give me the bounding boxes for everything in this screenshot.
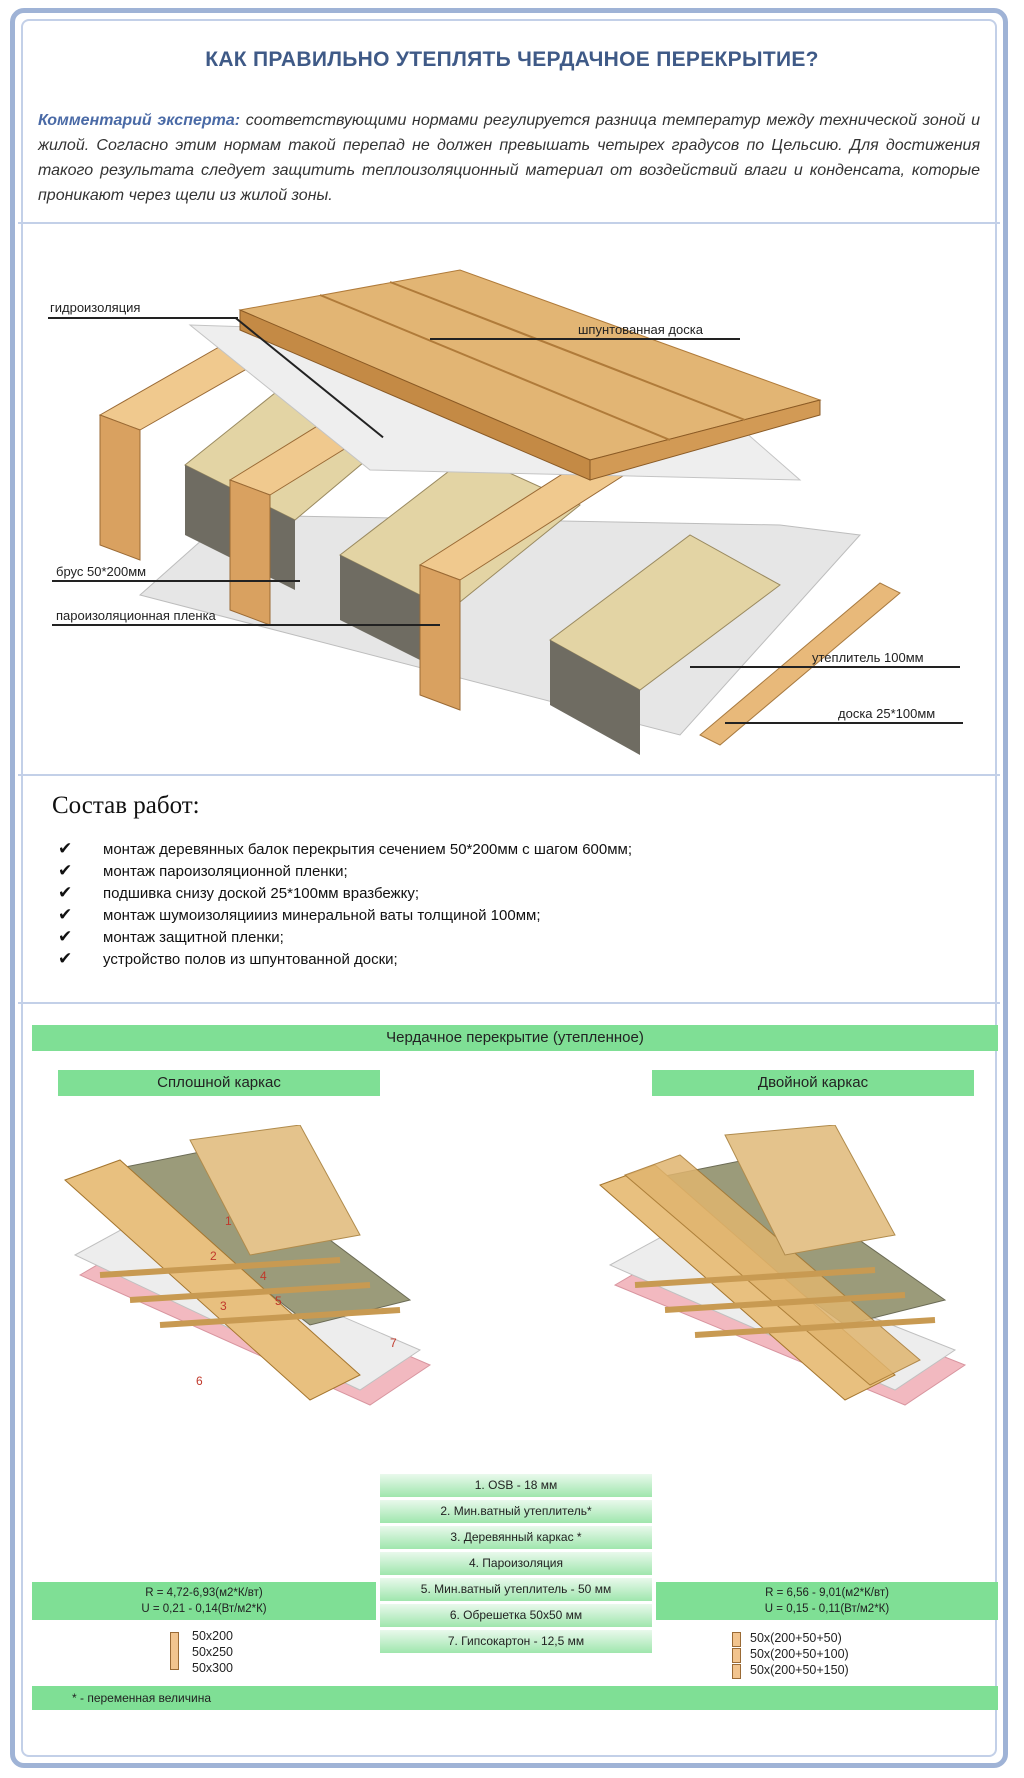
layer-item: 4. Пароизоляция [380, 1552, 652, 1575]
works-list [58, 838, 632, 970]
leader-line [725, 722, 963, 724]
beam [230, 480, 270, 625]
list-item-text: устройство полов из шпунтованной доски; [103, 951, 398, 968]
list-item-text: монтаж защитной пленки; [103, 929, 284, 946]
layer-marker: 4 [260, 1269, 267, 1283]
right-thermal-values [656, 1582, 998, 1620]
checkmark-icon: ✔ [58, 861, 73, 880]
beam [100, 415, 140, 560]
checkmark-icon: ✔ [58, 949, 73, 968]
list-item-text: монтаж деревянных балок перекрытия сечением 50*200мм с шагом 600мм; [103, 841, 633, 858]
layer-marker: 1 [225, 1214, 232, 1228]
beam-section-icon [732, 1664, 741, 1679]
leader-line [690, 666, 960, 668]
right-r-value: R = 6,56 - 9,01(м2*К/вт) [765, 1587, 889, 1599]
checkmark-icon: ✔ [58, 883, 73, 902]
layer-item: 6. Обрешетка 50x50 мм [380, 1604, 652, 1627]
layer-marker: 5 [275, 1294, 282, 1308]
list-item-text: монтаж шумоизоляциииз минеральной ваты толщиной 100мм; [103, 907, 541, 924]
label-vapor-film: пароизоляционная пленка [56, 608, 216, 623]
page-title: КАК ПРАВИЛЬНО УТЕПЛЯТЬ ЧЕРДАЧНОЕ ПЕРЕКРЫТИЕ? [205, 48, 819, 71]
beam-section-icon [732, 1632, 741, 1647]
layer-item: 2. Мин.ватный утеплитель* [380, 1500, 652, 1523]
section-divider [18, 774, 1000, 776]
beam-size: 50x300 [192, 1661, 234, 1675]
list-item [58, 904, 632, 926]
beam-size: 50x200 [192, 1629, 234, 1643]
beam-size: 50x(200+50+150) [750, 1663, 849, 1677]
layer-marker: 3 [220, 1299, 227, 1313]
floor-structure-illustration [80, 265, 960, 765]
list-item [58, 926, 632, 948]
beam-size: 50x(200+50+100) [750, 1647, 849, 1661]
checkmark-icon: ✔ [58, 927, 73, 946]
label-waterproofing: гидроизоляция [50, 300, 141, 315]
beam-section-icon [170, 1632, 179, 1670]
list-item [58, 882, 632, 904]
expert-comment-text: соответствующими нормами регулируется разница температур между технической зоной и жилой. Согласно этим нормам такой перепад не должен превышать четырех градусов по Цельсию. Для достижения такого результата следует защитить теплоизоляционный материал от воздействий влаги и конденсата, которые проникают через щели из жилой зоны. [38, 112, 981, 204]
right-u-value: U = 0,15 - 0,11(Вт/м2*К) [764, 1603, 890, 1615]
left-variant-title: Сплошной каркас [58, 1070, 380, 1096]
left-beam-sizes [192, 1628, 233, 1676]
list-item [58, 838, 632, 860]
right-variant-title: Двойной каркас [652, 1070, 974, 1096]
right-beam-sizes [750, 1630, 849, 1678]
left-thermal-values [32, 1582, 376, 1620]
solid-frame-illustration [60, 1125, 440, 1425]
double-frame-illustration [595, 1125, 975, 1425]
layer-item: 5. Мин.ватный утеплитель - 50 мм [380, 1578, 652, 1601]
section-divider [18, 222, 1000, 224]
layer-marker: 2 [210, 1249, 217, 1263]
checkmark-icon: ✔ [58, 905, 73, 924]
expert-comment-label: Комментарий эксперта: [38, 112, 241, 129]
leader-line [52, 624, 440, 626]
list-item [58, 860, 632, 882]
label-tongue-board: шпунтованная доска [578, 322, 703, 337]
left-u-value: U = 0,21 - 0,14(Вт/м2*К) [141, 1603, 267, 1615]
layer-item: 3. Деревянный каркас * [380, 1526, 652, 1549]
beam-size: 50x250 [192, 1645, 234, 1659]
layer-item: 1. OSB - 18 мм [380, 1474, 652, 1497]
label-insulation: утеплитель 100мм [812, 650, 924, 665]
list-item-text: подшивка снизу доской 25*100мм вразбежку; [103, 885, 419, 902]
works-heading: Состав работ: [52, 792, 200, 819]
label-board: доска 25*100мм [838, 706, 936, 721]
layer-marker: 6 [196, 1374, 203, 1388]
label-beam: брус 50*200мм [56, 564, 147, 579]
layer-item: 7. Гипсокартон - 12,5 мм [380, 1630, 652, 1653]
leader-line [52, 580, 300, 582]
leader-line [430, 338, 740, 340]
checkmark-icon: ✔ [58, 839, 73, 858]
list-item [58, 948, 632, 970]
expert-comment [38, 108, 980, 208]
leader-line [48, 317, 238, 319]
comparison-banner: Чердачное перекрытие (утепленное) [32, 1025, 998, 1051]
layer-marker: 7 [390, 1336, 397, 1350]
beam-section-icon [732, 1648, 741, 1663]
list-item-text: монтаж пароизоляционной пленки; [103, 863, 348, 880]
left-r-value: R = 4,72-6,93(м2*К/вт) [145, 1587, 263, 1599]
section-divider [18, 1002, 1000, 1004]
beam-size: 50x(200+50+50) [750, 1631, 842, 1645]
beam [420, 565, 460, 710]
footnote: * - переменная величина [32, 1686, 998, 1710]
